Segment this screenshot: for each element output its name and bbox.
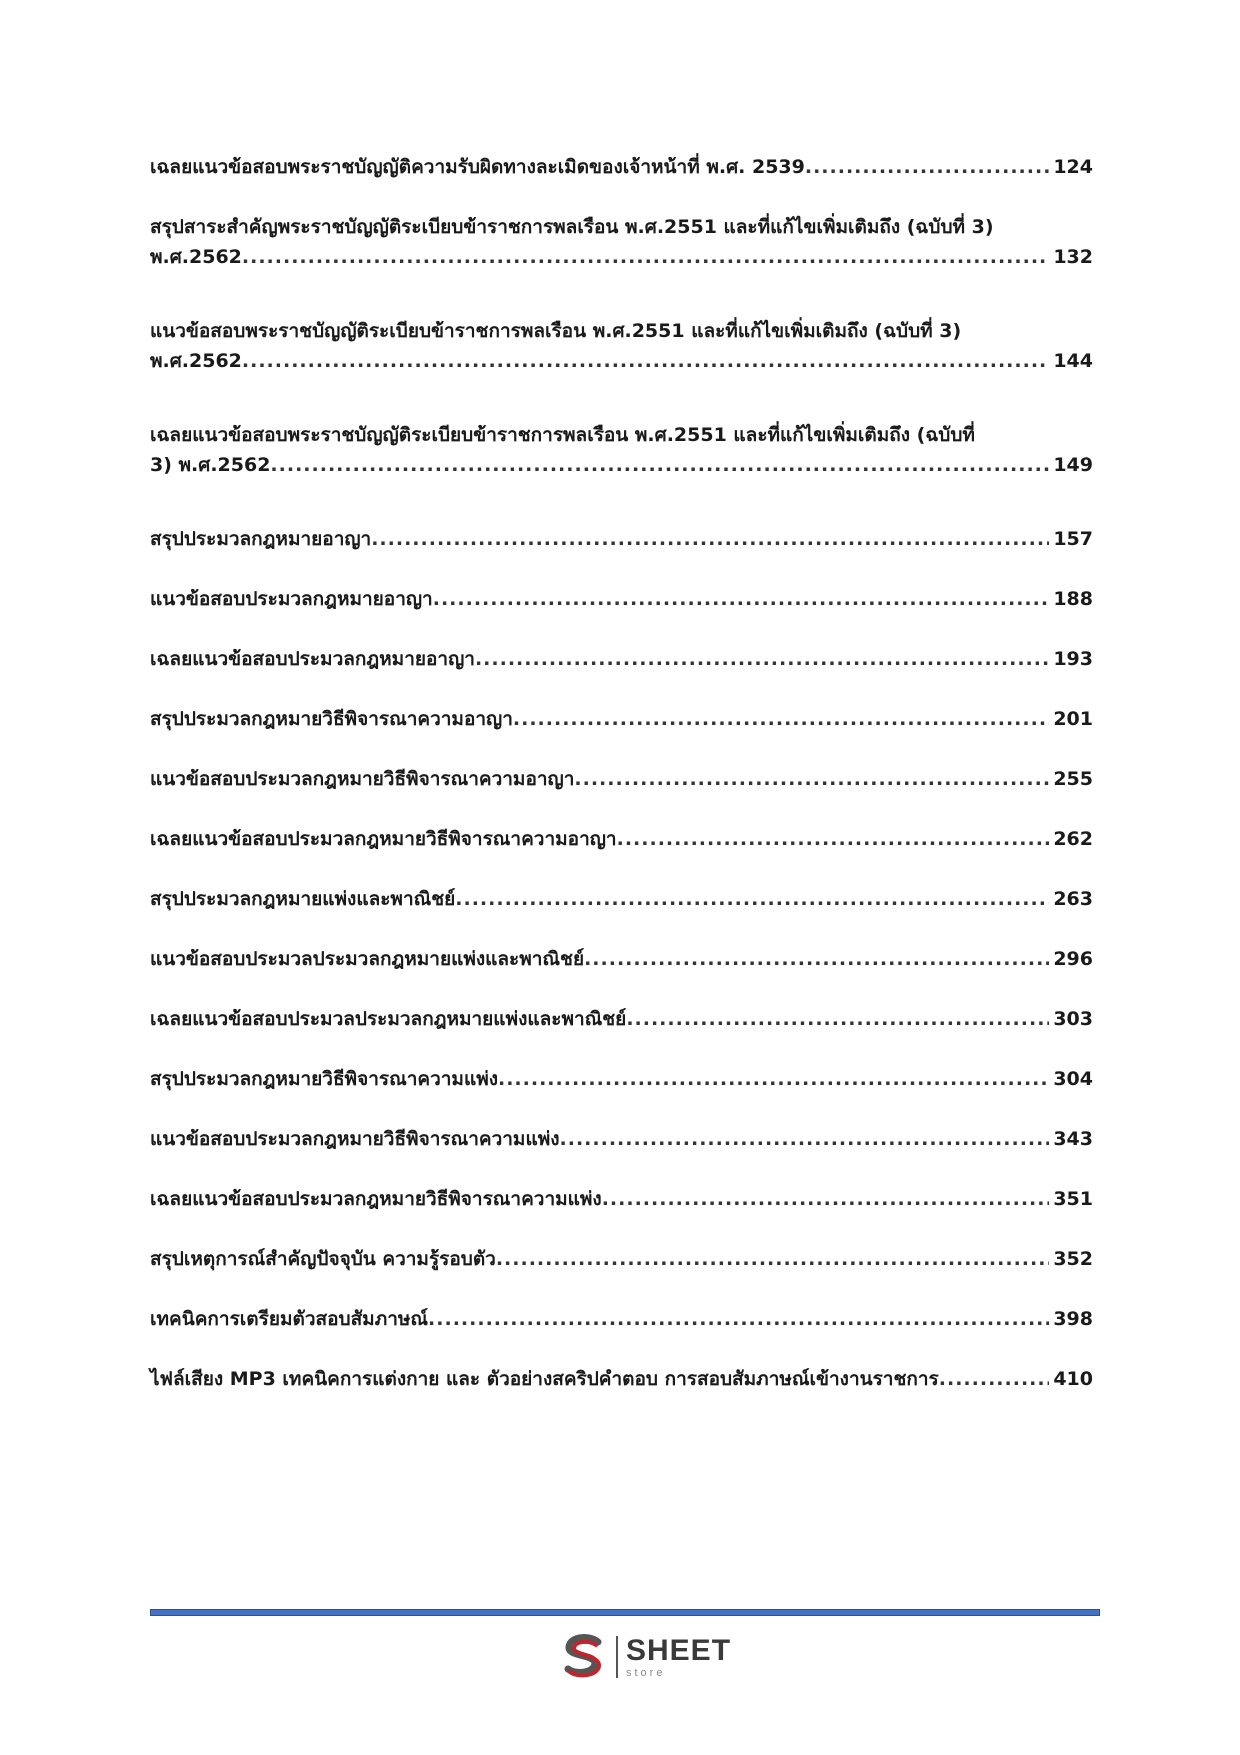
toc-entry-title: เทคนิคการเตรียมตัวสอบสัมภาษณ์ <box>150 1308 429 1330</box>
toc-entry-title: สรุปเหตุการณ์สำคัญปัจจุบัน ความรู้รอบตัว <box>150 1248 496 1270</box>
toc-page-number: 296 <box>1053 948 1093 970</box>
toc-entry[interactable] <box>150 944 1093 974</box>
toc-entry-title-line: แนวข้อสอบพระราชบัญญัติระเบียบข้าราชการพลเรือน พ.ศ.2551 และที่แก้ไขเพิ่มเติมถึง (ฉบับที่ 3) <box>150 320 962 342</box>
toc-entry[interactable] <box>150 704 1093 734</box>
toc-dot-leader <box>433 584 1050 614</box>
footer-rule <box>150 1609 1100 1616</box>
toc-page-number: 132 <box>1053 246 1093 268</box>
toc-entry[interactable] <box>150 764 1093 794</box>
toc-entry-title-line: เฉลยแนวข้อสอบพระราชบัญญัติระเบียบข้าราชการพลเรือน พ.ศ.2551 และที่แก้ไขเพิ่มเติมถึง (ฉบับที่ <box>150 424 975 446</box>
toc-entry[interactable] <box>150 1184 1093 1214</box>
toc-entry-title: แนวข้อสอบประมวลกฎหมายอาญา <box>150 588 433 610</box>
logo-subword: store <box>626 1666 666 1679</box>
toc-entry-title: แนวข้อสอบประมวลประมวลกฎหมายแพ่งและพาณิชย์ <box>150 948 585 970</box>
toc-page-number: 149 <box>1053 454 1093 476</box>
sheet-store-s-icon <box>560 1633 608 1681</box>
toc-entry[interactable] <box>150 524 1093 554</box>
toc-page-number: 303 <box>1053 1008 1093 1030</box>
toc-entry[interactable] <box>150 1124 1093 1154</box>
toc-entry-title: เฉลยแนวข้อสอบประมวลกฎหมายอาญา <box>150 648 475 670</box>
logo-word: SHEET <box>626 1633 732 1667</box>
toc-dot-leader <box>455 884 1049 914</box>
toc-entry-title: สรุปประมวลกฎหมายแพ่งและพาณิชย์ <box>150 888 456 910</box>
toc-entry-title: แนวข้อสอบประมวลกฎหมายวิธีพิจารณาความอาญา <box>150 768 575 790</box>
table-of-contents <box>150 152 1093 1424</box>
toc-entry-title: พ.ศ.2562 <box>150 350 242 372</box>
toc-entry[interactable] <box>150 824 1093 854</box>
toc-entry[interactable] <box>150 644 1093 674</box>
toc-page-number: 262 <box>1053 828 1093 850</box>
toc-entry-title: พ.ศ.2562 <box>150 246 242 268</box>
toc-dot-leader <box>475 644 1049 674</box>
toc-entry[interactable] <box>150 884 1093 914</box>
toc-entry[interactable] <box>150 316 1093 376</box>
toc-entry[interactable] <box>150 1364 1093 1394</box>
toc-page-number: 255 <box>1053 768 1093 790</box>
toc-entry[interactable] <box>150 1304 1093 1334</box>
toc-dot-leader <box>498 1064 1049 1094</box>
toc-entry[interactable] <box>150 152 1093 182</box>
toc-page-number: 188 <box>1053 588 1093 610</box>
toc-entry-title: ไฟล์เสียง MP3 เทคนิคการแต่งกาย และ ตัวอย่างสคริปคำตอบ การสอบสัมภาษณ์เข้างานราชการ <box>150 1368 939 1390</box>
toc-dot-leader <box>270 450 1049 480</box>
toc-entry-title: 3) พ.ศ.2562 <box>150 454 271 476</box>
toc-entry-title: เฉลยแนวข้อสอบประมวลประมวลกฎหมายแพ่งและพาณิชย์ <box>150 1008 627 1030</box>
toc-entry[interactable] <box>150 1004 1093 1034</box>
toc-dot-leader <box>602 1184 1050 1214</box>
toc-entry-title: แนวข้อสอบประมวลกฎหมายวิธีพิจารณาความแพ่ง <box>150 1128 560 1150</box>
toc-entry-title-line: สรุปสาระสำคัญพระราชบัญญัติระเบียบข้าราชการพลเรือน พ.ศ.2551 และที่แก้ไขเพิ่มเติมถึง (ฉบับที่ 3) <box>150 216 994 238</box>
toc-page-number: 144 <box>1053 350 1093 372</box>
sheet-store-logo <box>560 1633 731 1681</box>
toc-page-number: 351 <box>1053 1188 1093 1210</box>
toc-dot-leader <box>242 346 1049 376</box>
toc-dot-leader <box>574 764 1049 794</box>
toc-dot-leader <box>584 944 1049 974</box>
logo-separator <box>616 1636 618 1678</box>
toc-page-number: 410 <box>1053 1368 1093 1390</box>
toc-entry[interactable] <box>150 1064 1093 1094</box>
toc-page-number: 343 <box>1053 1128 1093 1150</box>
toc-page-number: 193 <box>1053 648 1093 670</box>
toc-dot-leader <box>939 1364 1050 1394</box>
toc-dot-leader <box>242 242 1049 272</box>
toc-entry-title: สรุปประมวลกฎหมายวิธีพิจารณาความอาญา <box>150 708 513 730</box>
toc-entry-title: เฉลยแนวข้อสอบพระราชบัญญัติความรับผิดทางละเมิดของเจ้าหน้าที่ พ.ศ. 2539 <box>150 156 805 178</box>
toc-page-number: 263 <box>1053 888 1093 910</box>
toc-page-number: 157 <box>1053 528 1093 550</box>
toc-dot-leader <box>805 152 1049 182</box>
toc-page-number: 124 <box>1053 156 1093 178</box>
toc-dot-leader <box>496 1244 1049 1274</box>
toc-dot-leader <box>617 824 1050 854</box>
toc-entry-title: เฉลยแนวข้อสอบประมวลกฎหมายวิธีพิจารณาความอาญา <box>150 828 617 850</box>
toc-entry-title: เฉลยแนวข้อสอบประมวลกฎหมายวิธีพิจารณาความแพ่ง <box>150 1188 602 1210</box>
toc-page-number: 398 <box>1053 1308 1093 1330</box>
toc-page-number: 304 <box>1053 1068 1093 1090</box>
toc-entry[interactable] <box>150 584 1093 614</box>
toc-entry-title: สรุปประมวลกฎหมายวิธีพิจารณาความแพ่ง <box>150 1068 498 1090</box>
toc-dot-leader <box>513 704 1049 734</box>
toc-page-number: 352 <box>1053 1248 1093 1270</box>
toc-dot-leader <box>626 1004 1049 1034</box>
toc-entry[interactable] <box>150 1244 1093 1274</box>
toc-dot-leader <box>560 1124 1050 1154</box>
toc-dot-leader <box>428 1304 1049 1334</box>
toc-page-number: 201 <box>1053 708 1093 730</box>
toc-dot-leader <box>371 524 1049 554</box>
toc-entry-title: สรุปประมวลกฎหมายอาญา <box>150 528 372 550</box>
toc-entry[interactable] <box>150 212 1093 272</box>
toc-entry[interactable] <box>150 420 1093 480</box>
